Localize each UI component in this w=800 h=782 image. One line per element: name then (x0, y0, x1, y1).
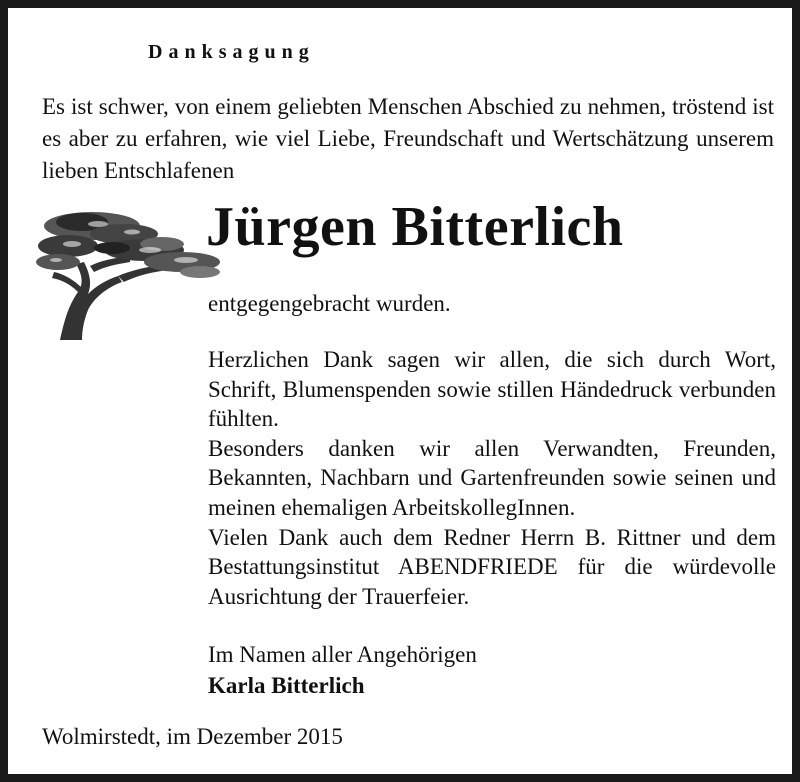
notice-heading: Danksagung (148, 41, 315, 63)
signer-name: Karla Bitterlich (208, 673, 365, 698)
thanks-paragraph: Herzlichen Dank sagen wir allen, die sich durch Wort, Schrift, Blumenspenden sowie stillen Händedruck verbunden fühlten. (208, 347, 776, 432)
thanks-paragraph: Besonders danken wir allen Verwandten, Freunden, Bekannten, Nachbarn und Gartenfreunden sowie seinen und meinen ehemaligen ArbeitskollegInnen. (208, 435, 776, 520)
closing-block (208, 639, 477, 701)
thanks-body (208, 345, 776, 611)
place-date: Wolmirstedt, im Dezember 2015 (42, 724, 343, 749)
brought-text: entgegengebracht wurden. (208, 291, 451, 316)
windswept-tree-icon (32, 204, 222, 340)
closing-line: Im Namen aller Angehörigen (208, 642, 477, 667)
intro-text: Es ist schwer, von einem geliebten Menschen Abschied zu nehmen, tröstend ist es aber zu erfahren, wie viel Liebe, Freundschaft und Wertschätzung unserem lieben Entschlafenen (42, 94, 774, 183)
deceased-name: Jürgen Bitterlich (206, 196, 624, 258)
thanks-paragraph: Vielen Dank auch dem Redner Herrn B. Rittner und dem Bestattungsinstitut ABENDFRIEDE für die würdevolle Ausrichtung der Trauerfeier. (208, 524, 776, 609)
